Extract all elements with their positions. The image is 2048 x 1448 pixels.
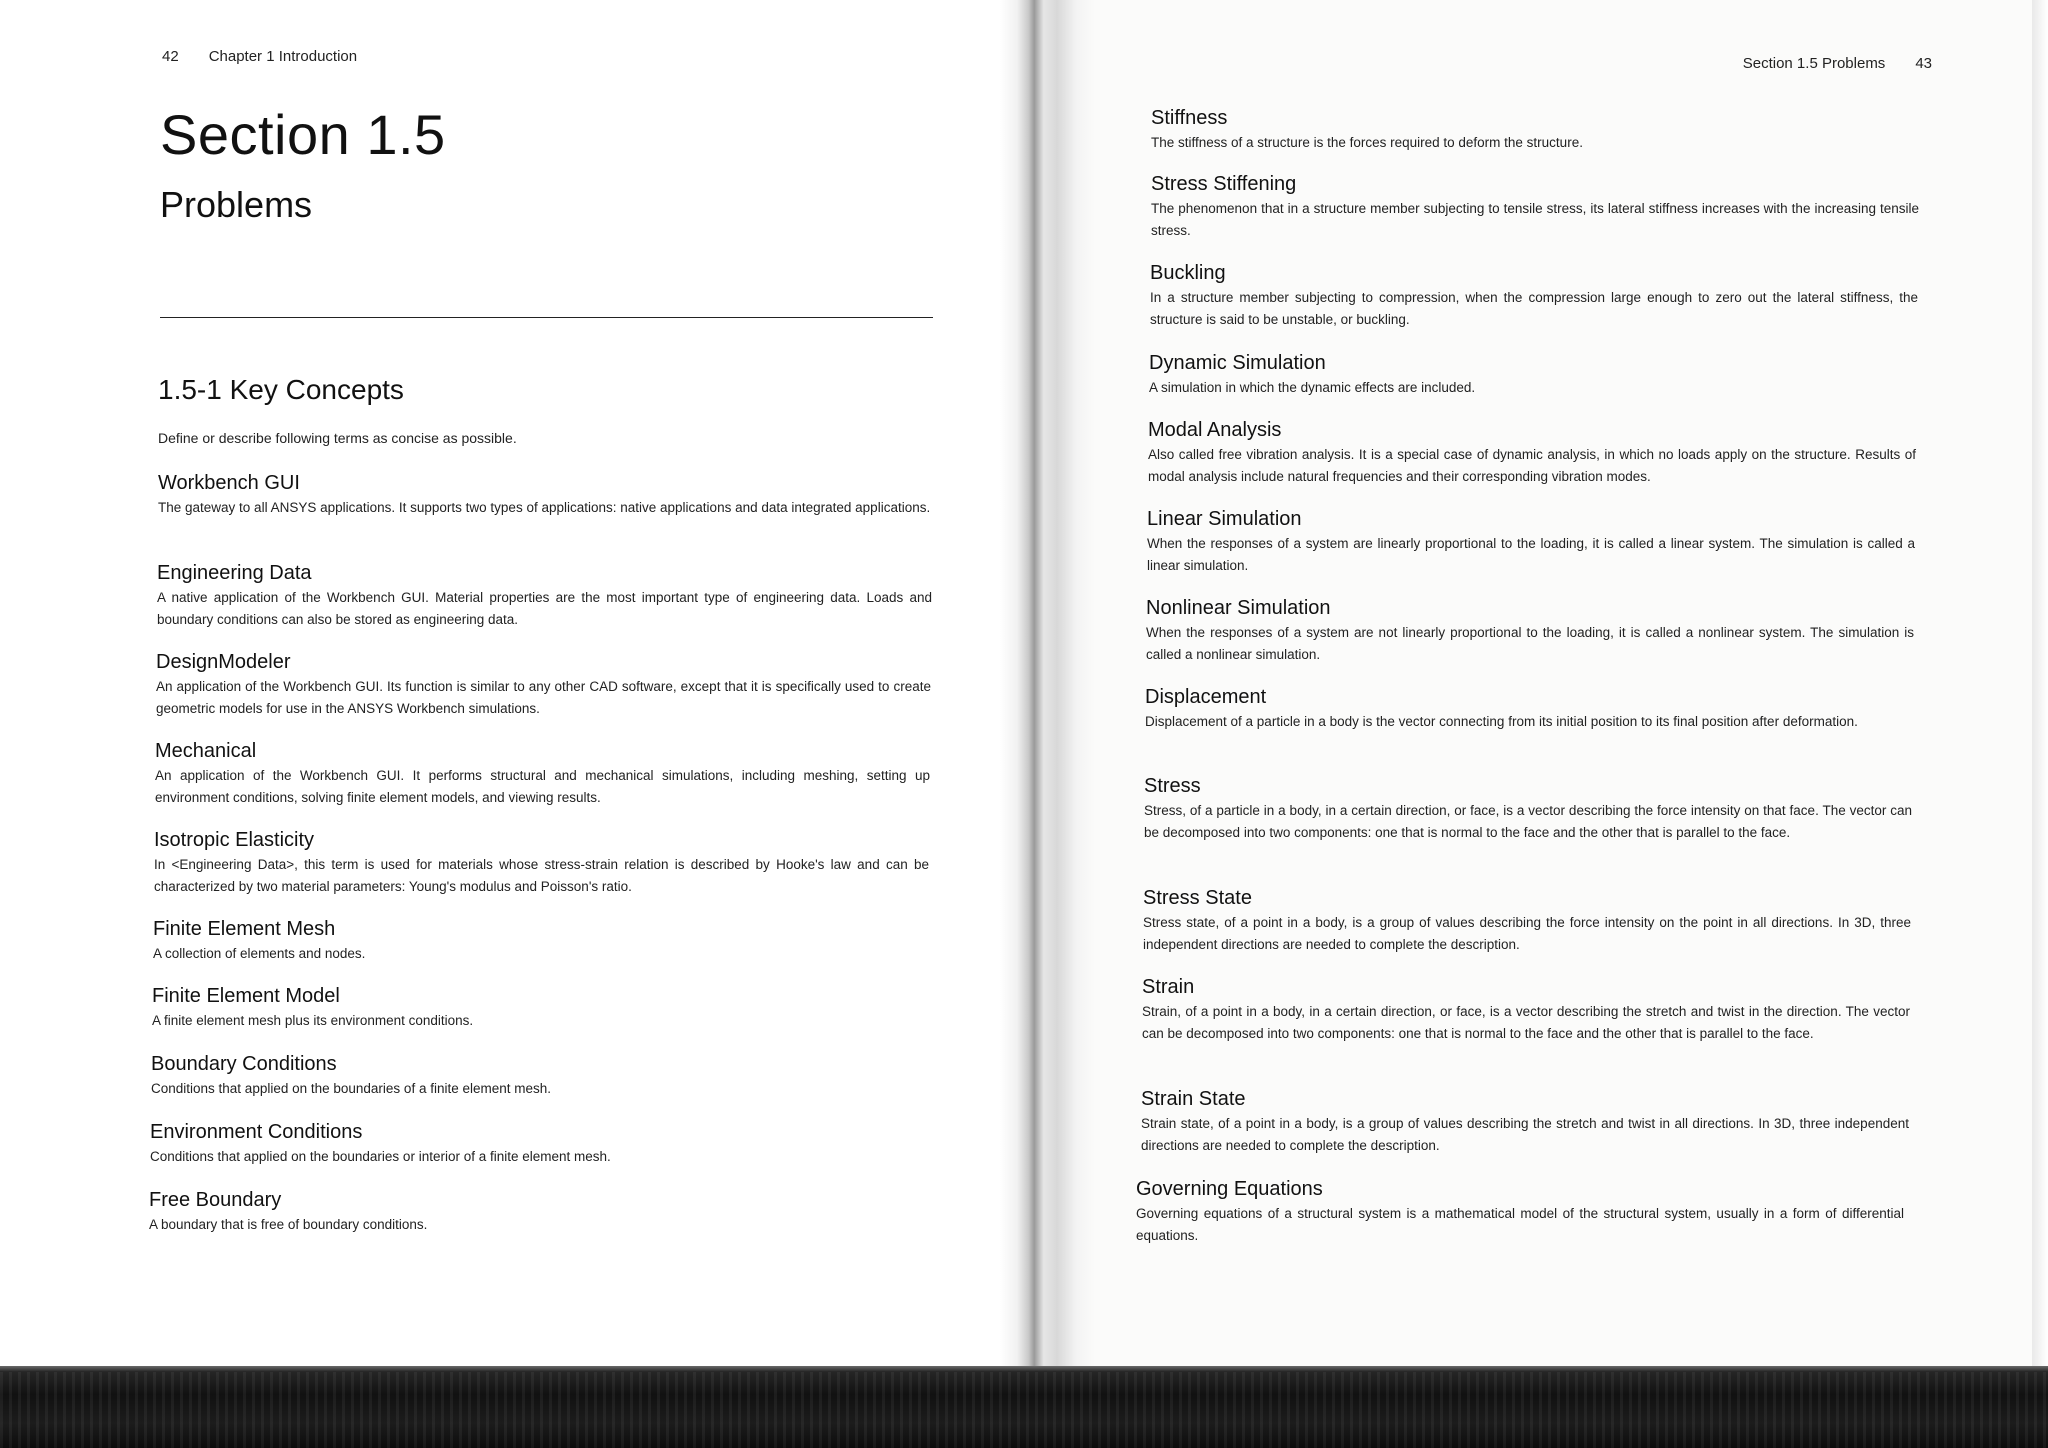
term-definition: In <Engineering Data>, this term is used for materials whose stress-strain relation is described by Hooke's law and can be characterized by two material parameters: Young's modulus and Poisson's ratio. [154,857,929,894]
term-free-boundary [149,1188,924,1236]
term-title: Buckling [1150,262,1226,284]
left-running-head [162,48,357,65]
term-definition: Stress, of a particle in a body, in a certain direction, or face, is a vector describing the force intensity on that face. The vector can be decomposed into two components: one that is normal to the face and the other that is parallel to the face. [1144,803,1912,840]
term-strain [1142,975,1910,1045]
scanner-bottom-edge [0,1366,2048,1448]
term-definition: The gateway to all ANSYS applications. It supports two types of applications: native applications and data integrated applications. [158,500,931,515]
term-finite-element-mesh [153,917,928,965]
section-running-title: Section 1.5 Problems [1742,55,1886,72]
term-boundary-conditions [151,1052,926,1100]
term-title: Stress Stiffening [1151,173,1297,195]
left-page-number: 42 [162,48,179,65]
term-stiffness [1151,106,1919,154]
section-title: Section 1.5 [160,103,446,166]
term-definition: Strain, of a point in a body, in a certain direction, or face, is a vector describing the stretch and twist in the direction. The vector can be decomposed into two components: one that is normal to the face and the other that is parallel to the face. [1142,1004,1910,1041]
term-title: Linear Simulation [1147,508,1302,530]
right-page [1020,0,2040,1370]
term-stress-stiffening [1151,172,1919,242]
term-title: Finite Element Mesh [153,918,336,940]
term-engineering-data [157,561,932,631]
term-definition: A collection of elements and nodes. [153,946,366,961]
term-definition: A native application of the Workbench GUI. Material properties are the most important type of engineering data. Loads and boundary conditions can also be stored as engineering data. [157,590,932,627]
term-isotropic-elasticity [154,828,929,898]
term-title: DesignModeler [156,651,291,673]
term-definition: The stiffness of a structure is the forces required to deform the structure. [1151,135,1583,150]
left-page [0,0,1020,1370]
term-definition: An application of the Workbench GUI. Its function is similar to any other CAD software, except that it is specifically used to create geometric models for use in the ANSYS Workbench simulations. [156,679,931,716]
term-definition: In a structure member subjecting to compression, when the compression large enough to zero out the lateral stiffness, the structure is said to be unstable, or buckling. [1150,290,1918,327]
term-dynamic-simulation [1149,351,1917,399]
term-title: Stress [1144,775,1201,797]
term-definition: Displacement of a particle in a body is the vector connecting from its initial position to its final position after deformation. [1145,714,1858,729]
term-governing-equations [1136,1177,1904,1247]
term-title: Isotropic Elasticity [154,829,315,851]
term-title: Environment Conditions [150,1121,363,1143]
section-divider [160,317,933,318]
term-modal-analysis [1148,418,1916,488]
term-title: Strain [1142,976,1195,998]
term-title: Mechanical [155,740,257,762]
term-buckling [1150,261,1918,331]
term-title: Governing Equations [1136,1178,1323,1200]
right-running-head [1743,55,1932,72]
term-definition: Stress state, of a point in a body, is a group of values describing the force intensity on the point in all directions. In 3D, three independent directions are needed to complete the description. [1143,915,1911,952]
term-definition: Strain state, of a point in a body, is a group of values describing the stretch and twist in all directions. In 3D, three independent directions are needed to complete the description. [1141,1116,1909,1153]
term-definition: When the responses of a system are linearly proportional to the loading, it is called a linear system. The simulation is called a linear simulation. [1147,536,1915,573]
term-linear-simulation [1147,507,1915,577]
term-workbench-gui [158,471,933,519]
term-title: Workbench GUI [158,472,300,494]
term-definition: Conditions that applied on the boundaries or interior of a finite element mesh. [150,1149,611,1164]
term-definition: A simulation in which the dynamic effects are included. [1149,380,1476,395]
term-title: Displacement [1145,686,1267,708]
term-definition: A boundary that is free of boundary conditions. [149,1217,428,1232]
book-gutter-shadow [1000,0,1095,1370]
right-page-number: 43 [1915,55,1932,72]
term-definition: A finite element mesh plus its environment conditions. [152,1013,474,1028]
term-title: Nonlinear Simulation [1146,597,1331,619]
term-designmodeler [156,650,931,720]
term-definition: The phenomenon that in a structure member subjecting to tensile stress, its lateral stiffness increases with the increasing tensile stress. [1151,201,1919,238]
page-edge [2032,0,2048,1370]
key-concepts-title: 1.5-1 Key Concepts [158,374,404,405]
term-title: Modal Analysis [1148,419,1282,441]
term-title: Boundary Conditions [151,1053,337,1075]
section-subtitle: Problems [160,184,313,225]
term-finite-element-model [152,984,927,1032]
chapter-title: Chapter 1 Introduction [208,48,358,65]
term-displacement [1145,685,1913,733]
term-mechanical [155,739,930,809]
term-title: Strain State [1141,1088,1246,1110]
key-concepts-intro: Define or describe following terms as concise as possible. [158,430,517,446]
term-stress [1144,774,1912,844]
term-title: Stress State [1143,887,1252,909]
term-definition: Governing equations of a structural system is a mathematical model of the structural system, usually in a form of differential equations. [1136,1206,1904,1243]
term-definition: Also called free vibration analysis. It is a special case of dynamic analysis, in which no loads apply on the structure. Results of modal analysis include natural frequencies and their corresponding vibration modes. [1148,447,1916,484]
term-environment-conditions [150,1120,925,1168]
term-title: Free Boundary [149,1189,282,1211]
term-stress-state [1143,886,1911,956]
term-title: Finite Element Model [152,985,340,1007]
term-strain-state [1141,1087,1909,1157]
term-title: Engineering Data [157,562,312,584]
term-definition: When the responses of a system are not linearly proportional to the loading, it is called a nonlinear system. The simulation is called a nonlinear simulation. [1146,625,1914,662]
term-nonlinear-simulation [1146,596,1914,666]
term-title: Dynamic Simulation [1149,352,1326,374]
term-definition: An application of the Workbench GUI. It performs structural and mechanical simulations, including meshing, setting up environment conditions, solving finite element models, and viewing results. [155,768,930,805]
term-definition: Conditions that applied on the boundaries of a finite element mesh. [151,1081,552,1096]
term-title: Stiffness [1151,107,1228,129]
